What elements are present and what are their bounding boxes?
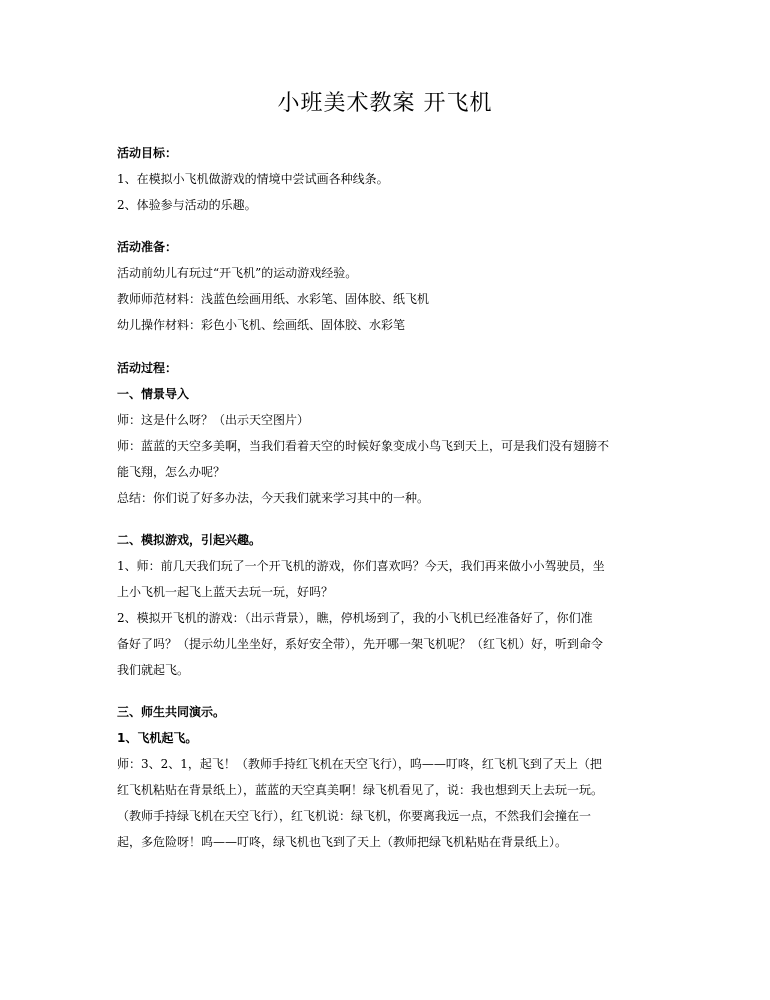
prep-heading: 活动准备： (117, 240, 178, 254)
section-line: 师：3、2、1，起飞！（教师手持红飞机在天空飞行），呜——叮咚，红飞机飞到了天上（把 (117, 757, 602, 771)
section-line: （教师手持绿飞机在天空飞行），红飞机说：绿飞机，你要离我远一点，不然我们会撞在一 (117, 809, 592, 823)
section-line: 1、师：前几天我们玩了一个开飞机的游戏，你们喜欢吗？今天，我们再来做小小驾驶员，坐 (117, 559, 605, 573)
section-heading: 三、师生共同演示。 (117, 705, 226, 719)
document-title: 小班美术教案 开飞机 (277, 91, 493, 116)
section-line: 师：这是什么呀？（出示天空图片） (117, 413, 310, 427)
goal-item: 2、体验参与活动的乐趣。 (117, 198, 257, 212)
prep-item: 教师师范材料：浅蓝色绘画用纸、水彩笔、固体胶、纸飞机 (117, 292, 430, 306)
subsection-heading: 1、飞机起飞。 (117, 731, 198, 745)
prep-item: 活动前幼儿有玩过“开飞机”的运动游戏经验。 (117, 266, 358, 280)
goals-heading: 活动目标： (117, 146, 178, 160)
prep-item: 幼儿操作材料：彩色小飞机、绘画纸、固体胶、水彩笔 (117, 318, 406, 332)
section-line: 备好了吗？（提示幼儿坐坐好，系好安全带），先开哪一架飞机呢？（红飞机）好，听到命令 (117, 637, 604, 651)
section-line: 红飞机粘贴在背景纸上），蓝蓝的天空真美啊！绿飞机看见了，说：我也想到天上去玩一玩。 (117, 783, 604, 797)
section-line: 起，多危险呀！呜——叮咚，绿飞机也飞到了天上（教师把绿飞机粘贴在背景纸上）。 (117, 835, 568, 849)
goal-item: 1、在模拟小飞机做游戏的情境中尝试画各种线条。 (117, 172, 389, 186)
section-heading: 二、模拟游戏，引起兴趣。 (117, 533, 262, 547)
section-line: 师：蓝蓝的天空多美啊，当我们看着天空的时候好象变成小鸟飞到天上，可是我们没有翅膀不 (117, 439, 610, 453)
section-line: 2、模拟开飞机的游戏：（出示背景），瞧，停机场到了，我的小飞机已经准备好了，你们准 (117, 611, 593, 625)
section-heading: 一、情景导入 (117, 387, 190, 401)
section-line: 总结：你们说了好多办法，今天我们就来学习其中的一种。 (117, 491, 430, 505)
section-line: 能飞翔，怎么办呢？ (117, 465, 226, 479)
section-line: 我们就起飞。 (117, 663, 190, 677)
process-heading: 活动过程： (117, 361, 178, 375)
section-line: 上小飞机一起飞上蓝天去玩一玩，好吗？ (117, 585, 334, 599)
